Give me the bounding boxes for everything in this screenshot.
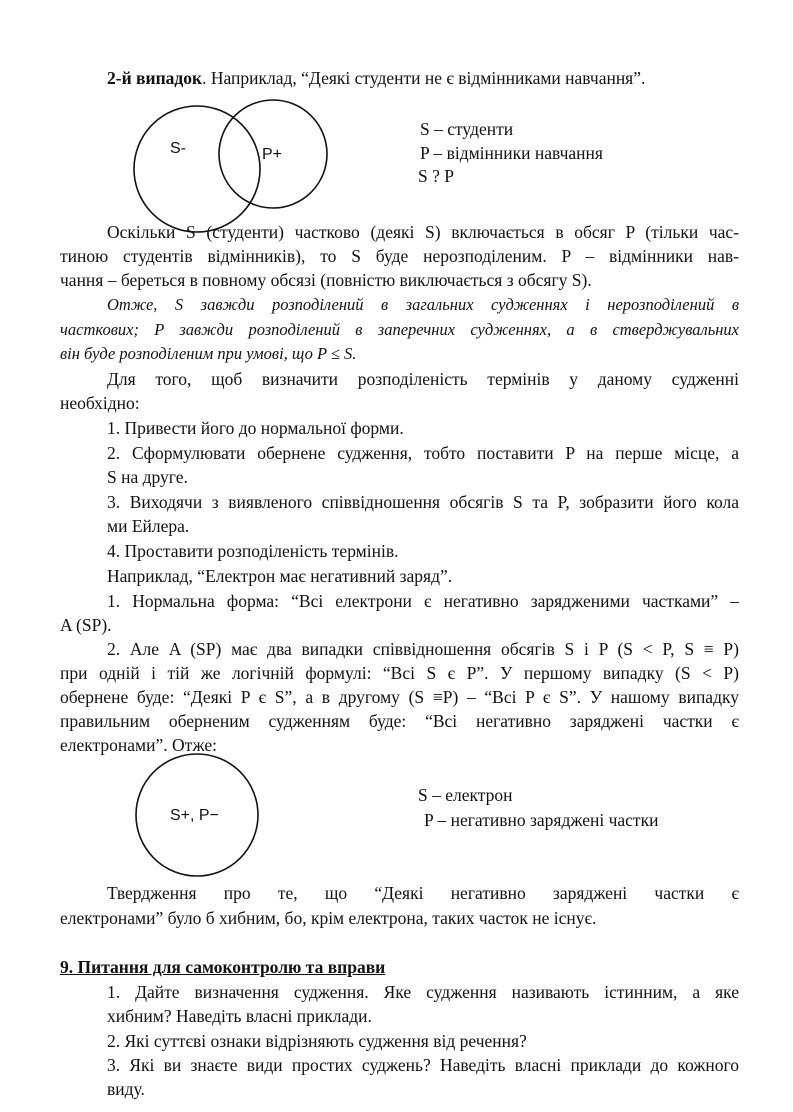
para2-line3: обернене буде: “Деякі P є S”, а в другому (S ≡P) – “Всі P є S”. У нашому випадку	[60, 687, 739, 707]
step-1: 1. Привести його до нормальної форми.	[107, 418, 404, 438]
para2-line5: електронами”. Отже:	[60, 735, 217, 755]
section9-heading: 9. Питання для самоконтролю та вправи	[60, 957, 386, 977]
statement-line2: електронами” було б хибним, бо, крім електрона, таких часток не існує.	[60, 908, 597, 928]
para1-line3: чання – береться в повному обсязі (повністю виключається з обсягу S).	[60, 270, 592, 290]
conclusion-line2: часткових; P завжди розподілений в заперечних судженнях, а в стверджувальних	[60, 320, 739, 339]
question-1-line2: хибним? Наведіть власні приклади.	[107, 1006, 372, 1026]
circle-s-students	[134, 106, 260, 232]
para2-line4: правильним оберненим судженням буде: “Всі негативно заряджені частки є	[60, 711, 739, 731]
step-2-line2: S на друге.	[107, 467, 188, 487]
question-3-line1: 3. Які ви знаєте види простих суджень? Наведіть власні приклади до кожного	[107, 1055, 739, 1075]
para1-line2: тиною студентів відмінників), то S буде нерозподіленим. P – відмінники нав-	[60, 246, 739, 266]
example2: Наприклад, “Електрон має негативний заряд”.	[107, 566, 453, 586]
normal-form-line1: 1. Нормальна форма: “Всі електрони є негативно зарядженими частками” –	[107, 591, 739, 611]
case2-example: . Наприклад, “Деякі студенти не є відмінниками навчання”.	[202, 68, 646, 88]
diagram2-circle-label: S+, P−	[170, 807, 219, 824]
diagram1-legend-relation: S ? P	[418, 166, 454, 186]
diagram1-legend-s: S – студенти	[420, 119, 514, 139]
para2-line1: 2. Але A (SP) має два випадки співвідношення обсягів S і P (S < P, S ≡ P)	[107, 639, 739, 659]
conclusion-line3: він буде розподіленим при умові, що P ≤ S.	[60, 344, 357, 363]
step-2-line1: 2. Сформулювати обернене судження, тобто поставити P на перше місце, а	[107, 443, 739, 463]
question-2: 2. Які суттєві ознаки відрізняють судження від речення?	[107, 1031, 527, 1051]
intro-line2: необхідно:	[60, 393, 140, 413]
para1-line1: Оскільки S (студенти) частково (деякі S) включається в обсяг P (тільки час-	[107, 222, 739, 242]
question-1-line1: 1. Дайте визначення судження. Яке судження називають істинним, а яке	[107, 982, 739, 1002]
diagram1-right-label: P+	[262, 146, 283, 163]
step-3-line1: 3. Виходячи з виявленого співвідношення обсягів S та P, зобразити його кола	[107, 492, 739, 512]
step-4: 4. Проставити розподіленість термінів.	[107, 541, 399, 561]
case2-label: 2-й випадок	[107, 68, 203, 88]
intro-line1: Для того, щоб визначити розподіленість термінів у даному судженні	[107, 369, 739, 389]
question-3-line2: виду.	[107, 1079, 145, 1099]
step-3-line2: ми Ейлера.	[107, 516, 190, 536]
conclusion-line1: Отже, S завжди розподілений в загальних судженнях і нерозподілений в	[107, 295, 739, 314]
diagram1-left-label: S-	[170, 140, 186, 157]
diagram2-legend-s: S – електрон	[418, 785, 513, 805]
normal-form-line2: A (SP).	[60, 615, 112, 635]
para2-line2: при одній і тій же логічній формулі: “Всі S є P”. У першому випадку (S < P)	[60, 663, 739, 683]
diagram1-legend-p: P – відмінники навчання	[420, 143, 603, 163]
diagram2-legend-p: P – негативно заряджені частки	[424, 810, 659, 830]
statement-line1: Твердження про те, що “Деякі негативно заряджені частки є	[107, 883, 739, 903]
